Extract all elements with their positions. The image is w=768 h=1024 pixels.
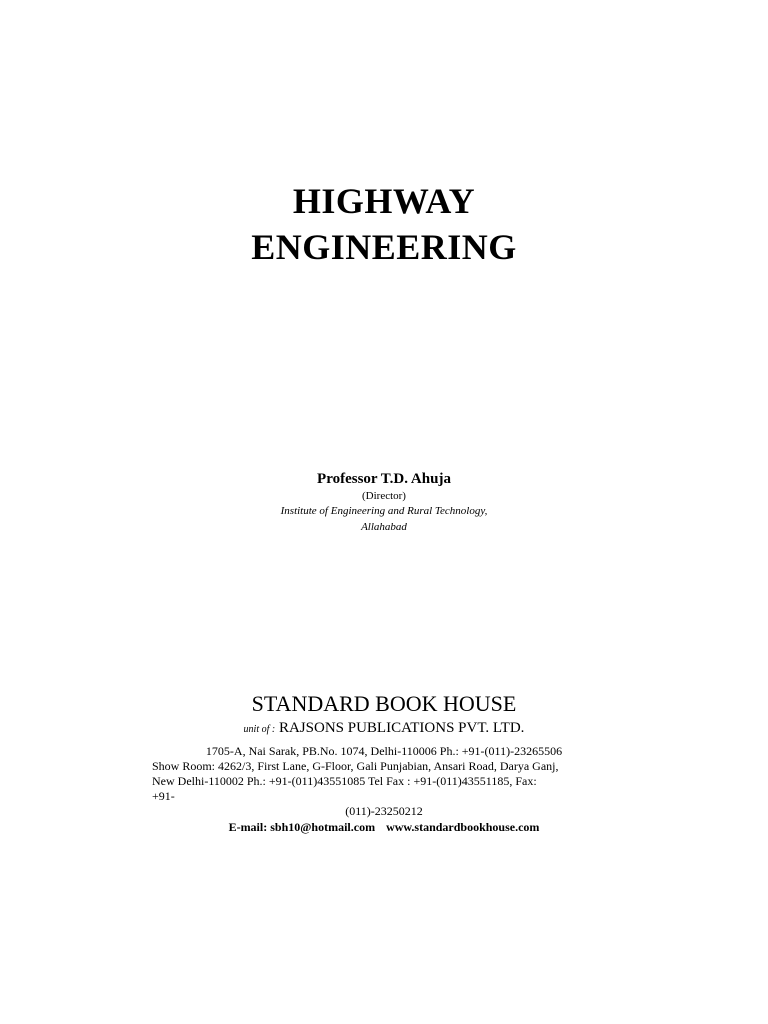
publisher-unit-line <box>0 718 768 740</box>
book-title <box>0 178 768 270</box>
address-line-5: (011)-23250212 <box>345 804 423 818</box>
website-text: www.standardbookhouse.com <box>386 820 540 834</box>
book-title-line-1: HIGHWAY <box>292 181 476 221</box>
book-title-line-2: ENGINEERING <box>251 227 517 267</box>
address-line-4: +91- <box>152 789 175 803</box>
author-block <box>0 469 768 535</box>
unit-name: RAJSONS PUBLICATIONS PVT. LTD. <box>278 720 525 736</box>
publisher-name: STANDARD BOOK HOUSE <box>251 691 517 716</box>
address-line-1: 1705-A, Nai Sarak, PB.No. 1074, Delhi-110006 Ph.: +91-(011)-23265506 <box>205 744 563 758</box>
publisher-block <box>0 690 768 835</box>
author-name: Professor T.D. Ahuja <box>317 471 451 487</box>
author-institute: Institute of Engineering and Rural Technology, <box>280 505 488 517</box>
author-city: Allahabad <box>361 521 407 533</box>
unit-prefix: unit of : <box>243 724 276 735</box>
contact-line <box>0 819 768 835</box>
address-line-3: New Delhi-110002 Ph.: +91-(011)43551085 Tel Fax : +91-(011)43551185, Fax: <box>152 774 537 788</box>
email-text: E-mail: sbh10@hotmail.com <box>228 820 376 834</box>
author-role: (Director) <box>362 490 406 502</box>
address-line-2: Show Room: 4262/3, First Lane, G-Floor, Gali Punjabian, Ansari Road, Darya Ganj, <box>152 759 559 773</box>
